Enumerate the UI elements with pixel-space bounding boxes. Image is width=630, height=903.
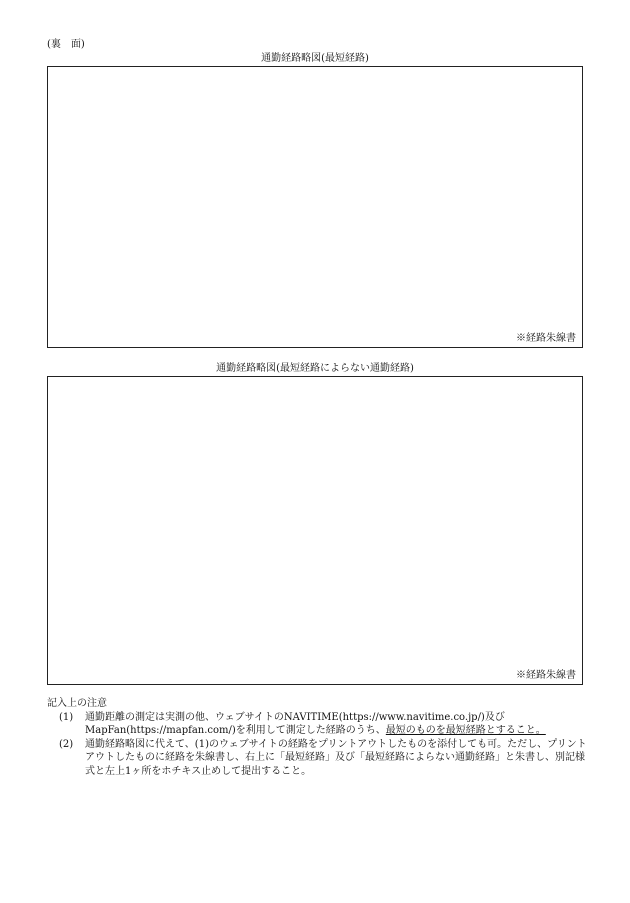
alternate-route-map-title: 通勤経路略図(最短経路によらない通勤経路) (216, 363, 414, 374)
note-item-1 (47, 711, 587, 738)
shortest-route-map-box (47, 66, 583, 348)
note-text-2: 通勤経路略図に代えて、(1)のウェブサイトの経路をプリントアウトしたものを添付しても可。ただし、プリントアウトしたものに経路を朱線書し、右上に「最短経路」及び「最短経路によらない通勤経路」と朱書し、別記様式と左上1ヶ所をホチキス止めして提出すること。 (85, 738, 587, 777)
shortest-route-red-line-note: ※経路朱線書 (516, 333, 576, 344)
alternate-route-red-line-note: ※経路朱線書 (516, 670, 576, 681)
note-number-1: (1) (59, 711, 74, 723)
note-number-2: (2) (59, 738, 74, 750)
filling-notes (47, 697, 587, 778)
note-text-1: 通勤距離の測定は実測の他、ウェブサイトのNAVITIME(https://www.navitime.co.jp/)及びMapFan(https://mapfan.com/)を利用して測定した経路のうち、 (85, 711, 505, 736)
note-underlined-text-1: 最短のものを最短経路とすること。 (385, 725, 546, 736)
notes-heading: 記入上の注意 (47, 698, 107, 709)
alternate-route-map-box (47, 376, 583, 685)
note-item-2 (47, 738, 587, 779)
shortest-route-map-title: 通勤経路略図(最短経路) (261, 53, 369, 64)
page-side-label: (裏 面) (47, 39, 85, 50)
